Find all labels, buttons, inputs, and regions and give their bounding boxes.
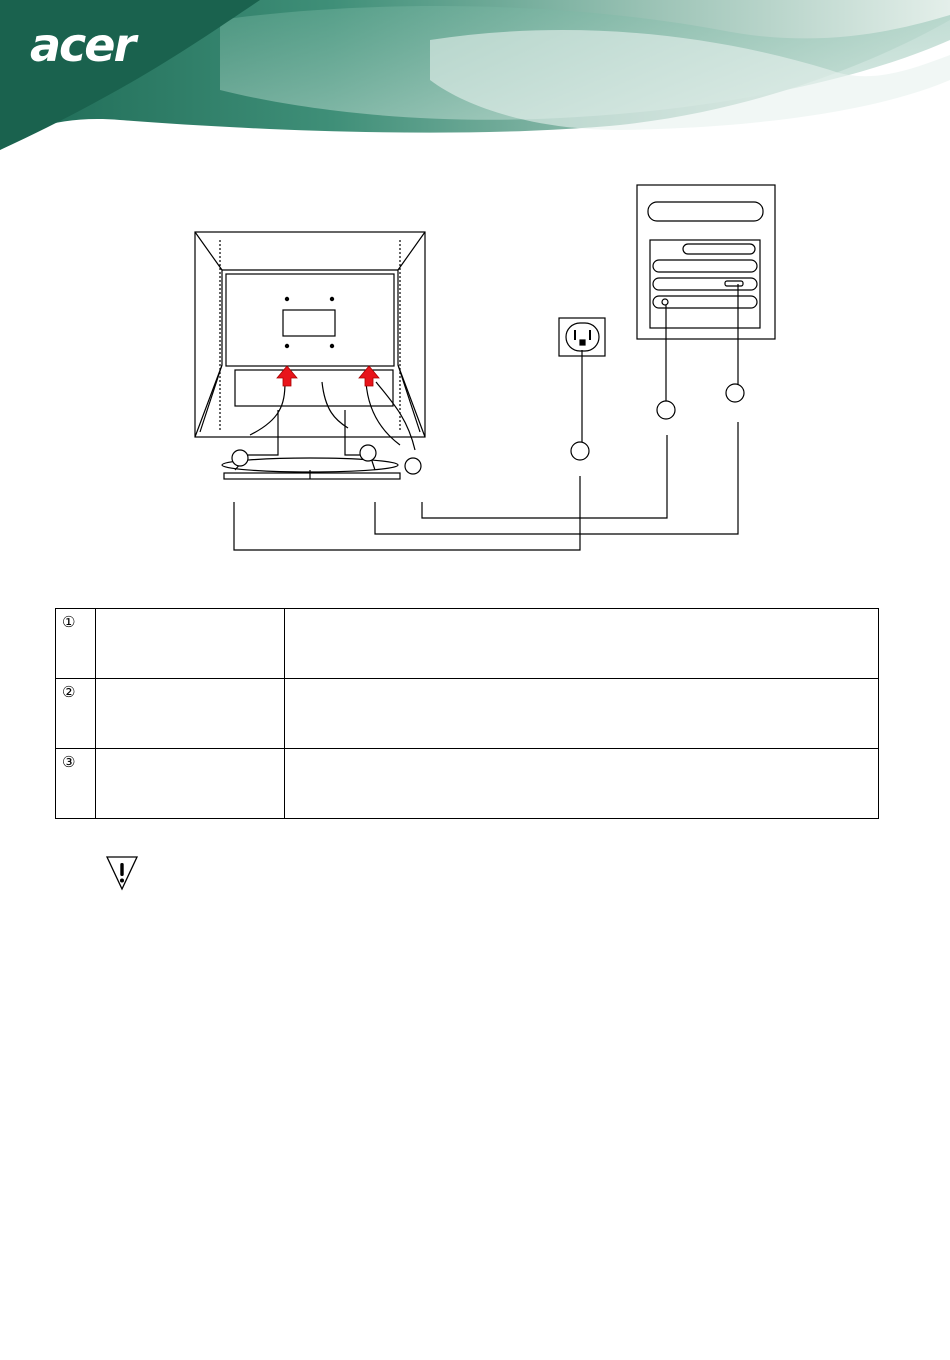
row-number: ③ (56, 749, 96, 819)
row-number: ② (56, 679, 96, 749)
callout-circle (657, 401, 675, 419)
callout-circle (232, 450, 248, 466)
row-number: ① (56, 609, 96, 679)
row-description (285, 749, 879, 819)
header-wave-graphic (0, 0, 950, 160)
cable-line-signal (422, 435, 667, 518)
row-name (96, 749, 285, 819)
connector-arrow-1 (277, 366, 297, 386)
legend-table (55, 608, 879, 819)
table-row (56, 749, 879, 819)
callout-circle (405, 458, 421, 474)
brand-logo: acer (30, 18, 135, 72)
table-row (56, 679, 879, 749)
warning-icon (105, 855, 139, 891)
header-banner (0, 0, 950, 160)
callout-circle (726, 384, 744, 402)
row-name (96, 679, 285, 749)
callout-circle (360, 445, 376, 461)
callout-circle (571, 442, 589, 460)
connector-arrow-2 (359, 366, 379, 386)
row-name (96, 609, 285, 679)
row-description (285, 609, 879, 679)
computer-rear (637, 185, 775, 339)
table-row (56, 609, 879, 679)
connection-diagram (0, 170, 950, 590)
row-description (285, 679, 879, 749)
monitor-rear (195, 232, 425, 479)
cable-line-audio (375, 422, 738, 534)
cable-line-power (234, 476, 580, 550)
